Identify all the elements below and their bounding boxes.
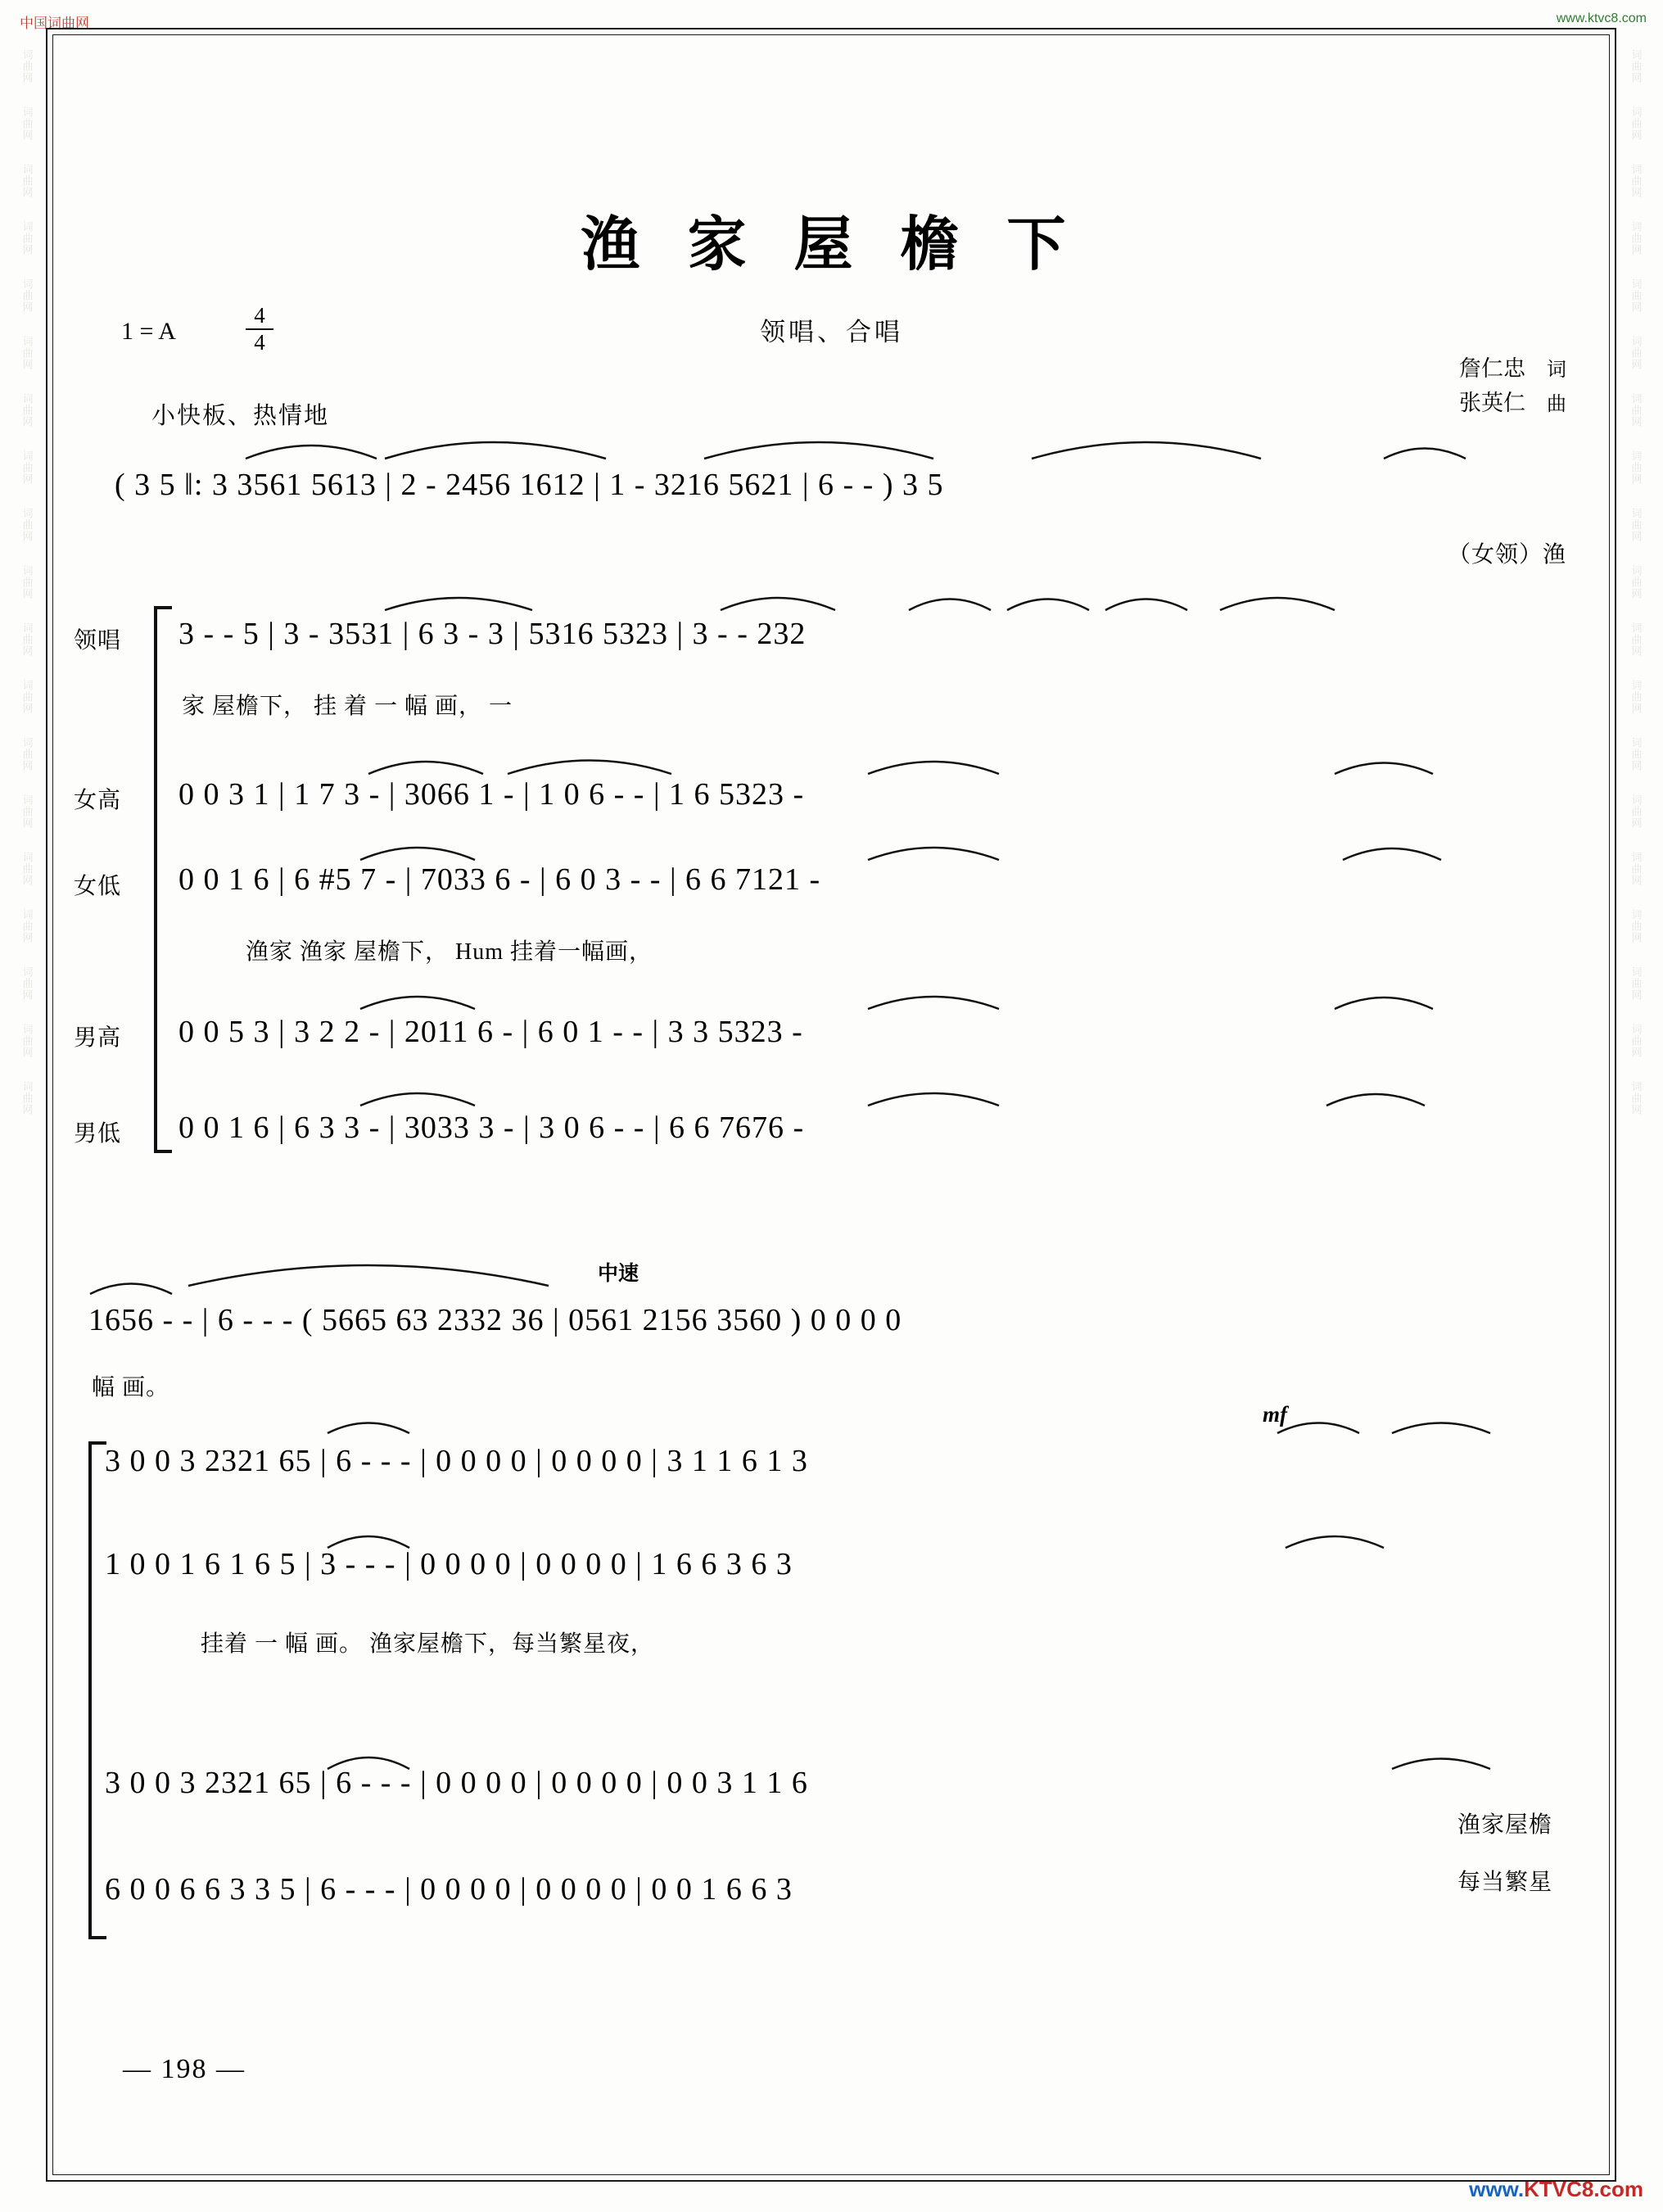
staff-tenor-2: 3 0 0 3 2321 65 | 6 - - - | 0 0 0 0 | 0 0 0 0 | 0 0 3 1 1 6 bbox=[105, 1766, 808, 1800]
staff-alto-2: 1 0 0 1 6 1 6 5 | 3 - - - | 0 0 0 0 | 0 0 0 0 | 1 6 6 3 6 3 bbox=[105, 1547, 793, 1581]
lyricist-role: 词 bbox=[1547, 360, 1566, 381]
subtitle: 领唱、合唱 bbox=[760, 318, 903, 346]
footer-watermark bbox=[1469, 2177, 1643, 2202]
time-signature-numerator: 4 bbox=[254, 303, 265, 328]
staff-soprano-2: 3 0 0 3 2321 65 | 6 - - - | 0 0 0 0 | 0 0 0 0 | 3 1 1 6 1 3 bbox=[105, 1444, 808, 1478]
footer-watermark-blue: www. bbox=[1469, 2177, 1525, 2201]
page-number: — 198 — bbox=[123, 2054, 246, 2084]
staff-bass-1: 0 0 1 6 | 6 3 3 - | 3033 3 - | 3 0 6 - - | 6 6 7676 - bbox=[179, 1111, 805, 1145]
system-1-brace bbox=[154, 606, 172, 1153]
watermark-column-right: 词曲网 词曲网 词曲网 词曲网 词曲网 词曲网 词曲网 词曲网 词曲网 词曲网 词曲网 词曲网 词曲网 词曲网 词曲网 词曲网 词曲网 词曲网 词曲网 bbox=[1629, 49, 1643, 1115]
staff-intro: ( 3 5 ‖: 3 3561 5613 | 2 - 2456 1612 | 1 - 3216 5621 | 6 - - ) 3 5 bbox=[115, 468, 944, 502]
composer-name: 张英仁 bbox=[1459, 390, 1525, 415]
site-watermark-left: 中国词曲网 bbox=[20, 16, 89, 31]
staff-tenor-1: 0 0 5 3 | 3 2 2 - | 2011 6 - | 6 0 1 - - | 3 3 5323 - bbox=[179, 1015, 803, 1049]
dynamic-mf: mf bbox=[1263, 1402, 1287, 1427]
part-label-bass: 男低 bbox=[74, 1121, 122, 1147]
lyric-lead-1: 家 屋檐下， 挂 着 一 幅 画， 一 bbox=[182, 694, 513, 719]
staff-soprano-1: 0 0 3 1 | 1 7 3 - | 3066 1 - | 1 0 6 - - | 1 6 5323 - bbox=[179, 777, 805, 812]
part-label-lead: 领唱 bbox=[74, 628, 122, 654]
lyricist-name: 詹仁忠 bbox=[1459, 356, 1525, 381]
watermark-column-left: 词曲网 词曲网 词曲网 词曲网 词曲网 词曲网 词曲网 词曲网 词曲网 词曲网 词曲网 词曲网 词曲网 词曲网 词曲网 词曲网 词曲网 词曲网 词曲网 bbox=[20, 49, 34, 1115]
lyric-alto-1: 渔家 渔家 屋檐下， Hum 挂着一幅画， bbox=[246, 939, 653, 965]
trailing-lyric-line2: 每当繁星 bbox=[1457, 1870, 1552, 1895]
part-label-soprano: 女高 bbox=[74, 788, 122, 813]
staff-lead-1: 3 - - 5 | 3 - 3531 | 6 3 - 3 | 5316 5323 | 3 - - 232 bbox=[179, 617, 807, 651]
staff-alto-1: 0 0 1 6 | 6 #5 7 - | 7033 6 - | 6 0 3 - - | 6 6 7121 - bbox=[179, 862, 821, 897]
lyric-lead-2: 幅 画。 bbox=[92, 1375, 170, 1400]
staff-bass-2: 6 0 0 6 6 3 3 5 | 6 - - - | 0 0 0 0 | 0 0 0 0 | 0 0 1 6 6 3 bbox=[105, 1872, 793, 1907]
composer-role: 曲 bbox=[1547, 393, 1566, 415]
system-2-brace bbox=[88, 1441, 106, 1939]
staff-lead-2: 1656 - - | 6 - - - ( 5665 63 2332 36 | 0561 2156 3560 ) 0 0 0 0 bbox=[88, 1303, 902, 1337]
lyric-alto-2: 挂着 一 幅 画。 渔家屋檐下，每当繁星夜， bbox=[201, 1631, 655, 1657]
site-watermark-right: www.ktvc8.com bbox=[1556, 11, 1647, 25]
tempo-medium: 中速 bbox=[598, 1263, 639, 1285]
key-signature: 1 = A bbox=[121, 318, 176, 345]
part-label-tenor: 男高 bbox=[74, 1025, 122, 1051]
time-signature-denominator: 4 bbox=[254, 330, 265, 355]
trailing-lyric-line1: 渔家屋檐 bbox=[1457, 1812, 1552, 1838]
tempo-marking: 小快板、热情地 bbox=[151, 403, 330, 429]
footer-watermark-red: KTVC8.com bbox=[1524, 2177, 1643, 2201]
page-title: 渔 家 屋 檐 下 bbox=[581, 212, 1082, 278]
annotation-female-lead: （女领）渔 bbox=[1447, 542, 1566, 568]
part-label-alto: 女低 bbox=[74, 874, 122, 899]
